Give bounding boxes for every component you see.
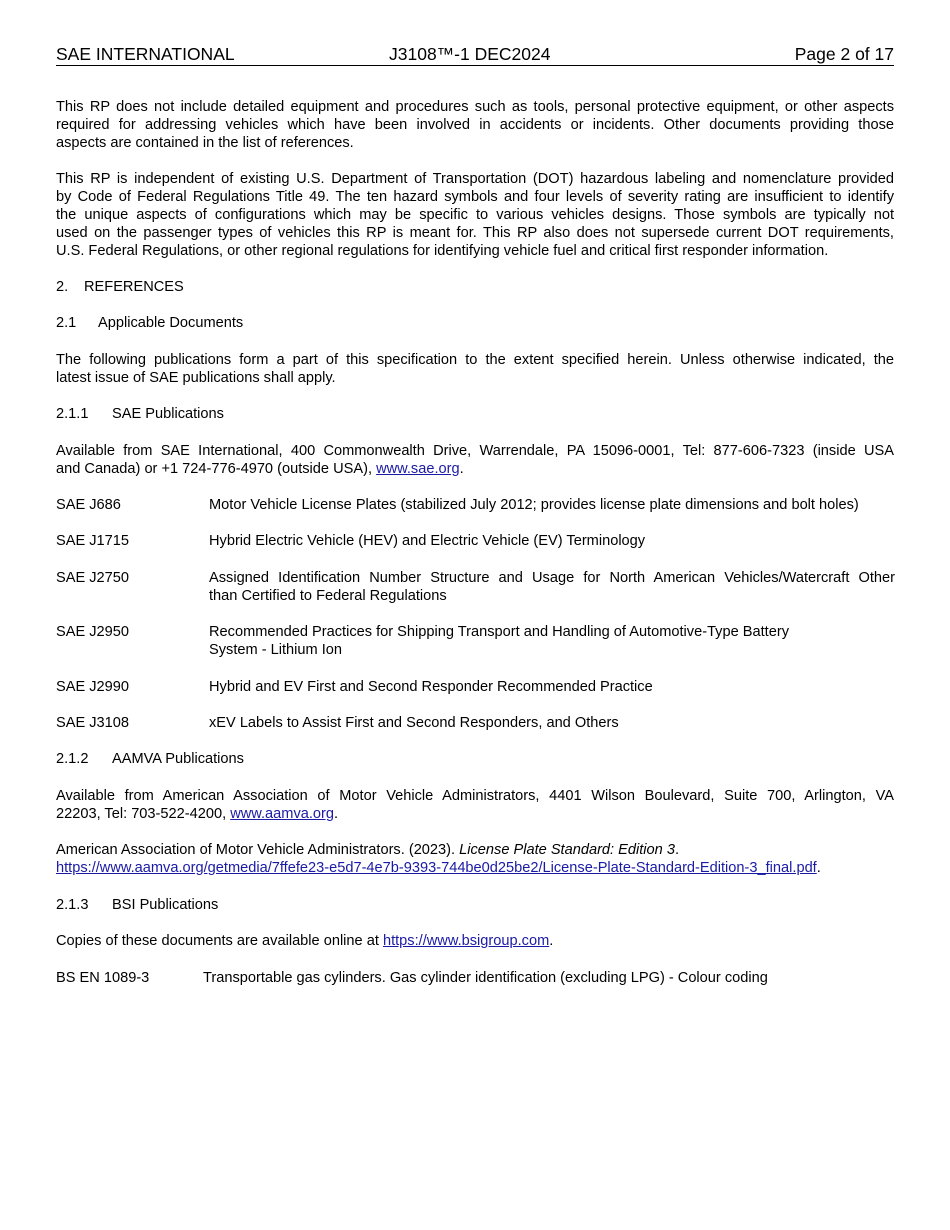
reference-title <box>209 623 895 659</box>
applicable-docs-paragraph <box>56 351 894 387</box>
text-segment: . <box>674 842 680 858</box>
reference-title <box>203 969 895 987</box>
text-segment: . <box>459 461 464 477</box>
section-number: 2.1 <box>56 315 77 331</box>
reference-title <box>209 532 895 550</box>
section-number: 2.1.1 <box>56 406 89 422</box>
header-page-number: Page 2 of 17 <box>794 44 894 64</box>
section-heading-2-1 <box>56 314 243 332</box>
reference-code: SAE J2950 <box>56 624 130 640</box>
section-heading-2-1-3 <box>56 896 218 914</box>
reference-author: American Association of Motor Vehicle Administrators. (2023). <box>56 842 460 858</box>
bsi-website-link[interactable]: https://www.bsigroup.com <box>382 933 550 949</box>
text-line: required for addressing vehicles which have been involved in accidents or incidents. Other documents providing those <box>56 117 894 133</box>
text-line: latest issue of SAE publications shall apply. <box>56 370 336 386</box>
bsi-availability-paragraph <box>56 932 894 950</box>
text-line: xEV Labels to Assist First and Second Responders, and Others <box>209 715 619 731</box>
text-line: System - Lithium Ion <box>209 642 343 658</box>
aamva-standard-pdf-link[interactable]: https://www.aamva.org/getmedia/7ffefe23-e5d7-4e7b-9393-744be0d25be2/License-Plate-Standard-Edition-3_final.pdf <box>56 860 817 876</box>
intro-paragraph-2 <box>56 170 894 260</box>
text-segment: . <box>816 860 821 876</box>
section-heading-2-1-2 <box>56 750 244 768</box>
section-title: BSI Publications <box>112 897 219 913</box>
reference-title <box>209 714 895 732</box>
section-heading-2-1-1 <box>56 405 224 423</box>
section-number: 2.1.2 <box>56 751 89 767</box>
reference-code: SAE J686 <box>56 497 121 513</box>
text-line: by Code of Federal Regulations Title 49. The ten hazard symbols and four levels of severity rating are insufficient to identify <box>56 189 894 205</box>
aamva-availability-paragraph <box>56 787 894 823</box>
section-title: REFERENCES <box>84 279 184 295</box>
text-line: Available from American Association of Motor Vehicle Administrators, 4401 Wilson Boulevard, Suite 700, Arlington, VA <box>56 788 894 804</box>
text-line <box>56 805 894 823</box>
reference-code: SAE J2990 <box>56 679 130 695</box>
section-number: 2. <box>56 279 69 295</box>
text-line: This RP does not include detailed equipment and procedures such as tools, personal protective equipment, or other aspects <box>56 99 894 115</box>
text-line: Hybrid Electric Vehicle (HEV) and Electric Vehicle (EV) Terminology <box>209 533 646 549</box>
text-line: aspects are contained in the list of references. <box>56 135 354 151</box>
text-segment: . <box>334 806 339 822</box>
reference-title <box>209 678 895 696</box>
text-line: Hybrid and EV First and Second Responder Recommended Practice <box>209 679 653 695</box>
section-number: 2.1.3 <box>56 897 89 913</box>
text-line: This RP is independent of existing U.S. Department of Transportation (DOT) hazardous labeling and nomenclature provided <box>56 171 894 187</box>
text-line <box>56 841 894 859</box>
text-segment: Copies of these documents are available online at <box>56 933 383 949</box>
reference-code: SAE J1715 <box>56 533 130 549</box>
text-line: Recommended Practices for Shipping Transport and Handling of Automotive-Type Battery <box>209 624 790 640</box>
text-line <box>56 859 894 877</box>
sae-website-link[interactable]: www.sae.org <box>376 461 460 477</box>
aamva-reference <box>56 841 894 877</box>
reference-title: License Plate Standard: Edition 3 <box>459 842 675 858</box>
text-line: Assigned Identification Number Structure and Usage for North American Vehicles/Watercraft Other <box>209 570 895 586</box>
header-org: SAE INTERNATIONAL <box>56 44 235 64</box>
reference-code: BS EN 1089-3 <box>56 970 150 986</box>
reference-title <box>209 569 895 605</box>
intro-paragraph-1 <box>56 98 894 152</box>
text-segment: and Canada) or +1 724-776-4970 (outside USA), <box>56 461 377 477</box>
text-line: Motor Vehicle License Plates (stabilized July 2012; provides license plate dimensions and bolt holes) <box>209 497 859 513</box>
section-title: AAMVA Publications <box>112 751 244 767</box>
header-doc-id: J3108™-1 DEC2024 <box>389 44 551 64</box>
text-line: than Certified to Federal Regulations <box>209 588 447 604</box>
text-segment: 22203, Tel: 703-522-4200, <box>56 806 231 822</box>
page-header <box>56 43 894 66</box>
text-line: used on the passenger types of vehicles this RP is meant for. This RP also does not supersede current DOT requirements, <box>56 225 894 241</box>
reference-code: SAE J2750 <box>56 570 130 586</box>
text-line <box>56 932 894 950</box>
text-line: Transportable gas cylinders. Gas cylinder identification (excluding LPG) - Colour coding <box>203 970 768 986</box>
sae-availability-paragraph <box>56 442 894 478</box>
aamva-website-link[interactable]: www.aamva.org <box>230 806 335 822</box>
text-line: Available from SAE International, 400 Commonwealth Drive, Warrendale, PA 15096-0001, Tel: 877-606-7323 (inside USA <box>56 443 894 459</box>
text-line <box>56 460 894 478</box>
section-heading-2 <box>56 278 184 296</box>
text-line: the unique aspects of configurations which may be specific to various vehicles designs. Those symbols are typically not <box>56 207 894 223</box>
reference-title <box>209 496 895 514</box>
text-line: The following publications form a part of this specification to the extent specified herein. Unless otherwise indicated, the <box>56 352 894 368</box>
text-segment: . <box>549 933 554 949</box>
section-title: SAE Publications <box>112 406 224 422</box>
text-line: U.S. Federal Regulations, or other regional regulations for identifying vehicle fuel and critical first responder information. <box>56 243 829 259</box>
section-title: Applicable Documents <box>98 315 244 331</box>
reference-code: SAE J3108 <box>56 715 130 731</box>
